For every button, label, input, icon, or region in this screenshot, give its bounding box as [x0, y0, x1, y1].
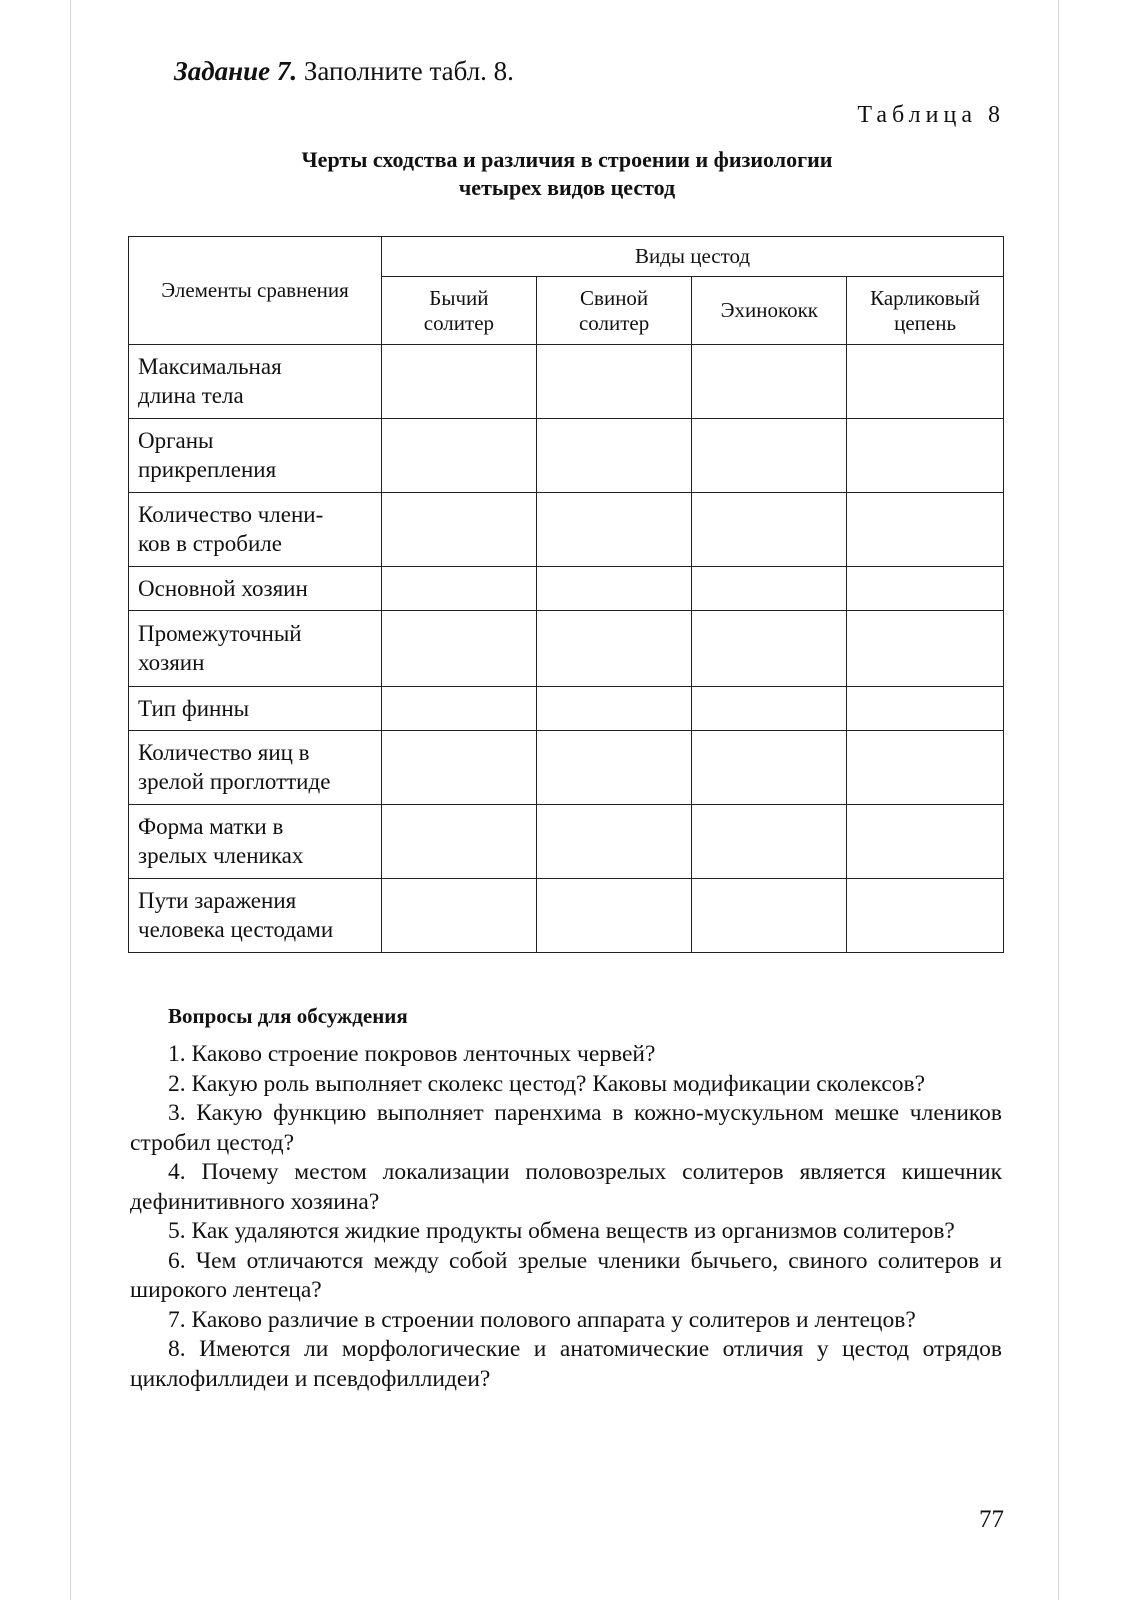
- table-cell[interactable]: [692, 731, 847, 805]
- table-cell[interactable]: [847, 879, 1004, 953]
- page-edge-right: [1058, 0, 1059, 1600]
- table-cell[interactable]: [692, 687, 847, 731]
- table-cell[interactable]: [692, 611, 847, 687]
- table-cell[interactable]: [382, 419, 537, 493]
- task-label: Задание 7.: [174, 56, 298, 86]
- row-label: Количество члени- ков в стробиле: [129, 493, 382, 567]
- table-row: [129, 731, 1004, 805]
- table-cell[interactable]: [692, 493, 847, 567]
- species-header: Эхинококк: [692, 277, 847, 345]
- table-header-row: [129, 237, 1004, 277]
- table-cell[interactable]: [847, 611, 1004, 687]
- question-item: 5. Как удаляются жидкие продукты обмена веществ из организмов солитеров?: [168, 1218, 955, 1244]
- row-label: Максимальная длина тела: [129, 345, 382, 419]
- row-label: Количество яиц в зрелой проглоттиде: [129, 731, 382, 805]
- table-cell[interactable]: [692, 805, 847, 879]
- table-cell[interactable]: [382, 805, 537, 879]
- row-label: Промежуточный хозяин: [129, 611, 382, 687]
- species-header: Свиной солитер: [536, 277, 692, 345]
- table-row: [129, 805, 1004, 879]
- row-label: Тип финны: [129, 687, 382, 731]
- table-cell[interactable]: [536, 493, 692, 567]
- table-row: [129, 345, 1004, 419]
- table-cell[interactable]: [536, 805, 692, 879]
- table-cell[interactable]: [847, 687, 1004, 731]
- row-label: Основной хозяин: [129, 567, 382, 611]
- comparison-table: [128, 236, 1004, 953]
- discussion-title: Вопросы для обсуждения: [168, 1004, 408, 1028]
- table-title: [130, 146, 1004, 202]
- table-cell[interactable]: [536, 687, 692, 731]
- table-cell[interactable]: [536, 345, 692, 419]
- table-cell[interactable]: [382, 345, 537, 419]
- question-item: 8. Имеются ли морфологические и анатомические отличия у цестод отрядов циклофиллидеи и псевдофиллидеи?: [130, 1336, 1002, 1392]
- table-cell[interactable]: [847, 419, 1004, 493]
- task-text: Заполните табл. 8.: [303, 56, 514, 86]
- question-item: 1. Каково строение покровов ленточных червей?: [168, 1041, 656, 1067]
- compare-header: Элементы сравнения: [129, 237, 382, 345]
- questions-list: [130, 1040, 1002, 1394]
- table-cell[interactable]: [847, 345, 1004, 419]
- table-cell[interactable]: [382, 879, 537, 953]
- question-item: 4. Почему местом локализации половозрелых солитеров является кишечник дефинитивного хозяина?: [130, 1159, 1002, 1215]
- table-cell[interactable]: [536, 731, 692, 805]
- table-cell[interactable]: [382, 567, 537, 611]
- table-cell[interactable]: [382, 731, 537, 805]
- table-row: [129, 493, 1004, 567]
- table-cell[interactable]: [536, 879, 692, 953]
- table-cell[interactable]: [536, 419, 692, 493]
- table-cell[interactable]: [692, 419, 847, 493]
- table-row: [129, 611, 1004, 687]
- species-header: Бычий солитер: [382, 277, 537, 345]
- table-title-line: Черты сходства и различия в строении и физиологии: [301, 147, 833, 172]
- row-label: Пути заражения человека цестодами: [129, 879, 382, 953]
- page-number: 77: [979, 1506, 1004, 1533]
- table-cell[interactable]: [692, 879, 847, 953]
- table-row: [129, 419, 1004, 493]
- table-cell[interactable]: [536, 611, 692, 687]
- table-cell[interactable]: [847, 805, 1004, 879]
- species-group-header: Виды цестод: [382, 237, 1004, 277]
- table-cell[interactable]: [847, 493, 1004, 567]
- question-item: 3. Какую функцию выполняет паренхима в кожно-мускульном мешке члеников стробил цестод?: [130, 1100, 1002, 1156]
- table-cell[interactable]: [536, 567, 692, 611]
- table-cell[interactable]: [382, 493, 537, 567]
- question-item: 2. Какую роль выполняет сколекс цестод? Каковы модификации сколексов?: [168, 1070, 926, 1097]
- page-edge-left: [70, 0, 71, 1600]
- table-number: Таблица 8: [857, 102, 1005, 128]
- table-cell[interactable]: [847, 731, 1004, 805]
- table-row: [129, 687, 1004, 731]
- table-title-line: четырех видов цестод: [458, 175, 676, 200]
- table-row: [129, 567, 1004, 611]
- table-cell[interactable]: [847, 567, 1004, 611]
- question-item: 7. Каково различие в строении полового аппарата у солитеров и лентецов?: [168, 1306, 916, 1333]
- question-item: 6. Чем отличаются между собой зрелые членики бычьего, свиного солитеров и широкого лентеца?: [130, 1247, 1002, 1303]
- table-cell[interactable]: [692, 345, 847, 419]
- table-row: [129, 879, 1004, 953]
- table-cell[interactable]: [382, 687, 537, 731]
- row-label: Органы прикрепления: [129, 419, 382, 493]
- row-label: Форма матки в зрелых члениках: [129, 805, 382, 879]
- species-header: Карликовый цепень: [847, 277, 1004, 345]
- table-cell[interactable]: [692, 567, 847, 611]
- table-cell[interactable]: [382, 611, 537, 687]
- task-heading: [174, 56, 514, 87]
